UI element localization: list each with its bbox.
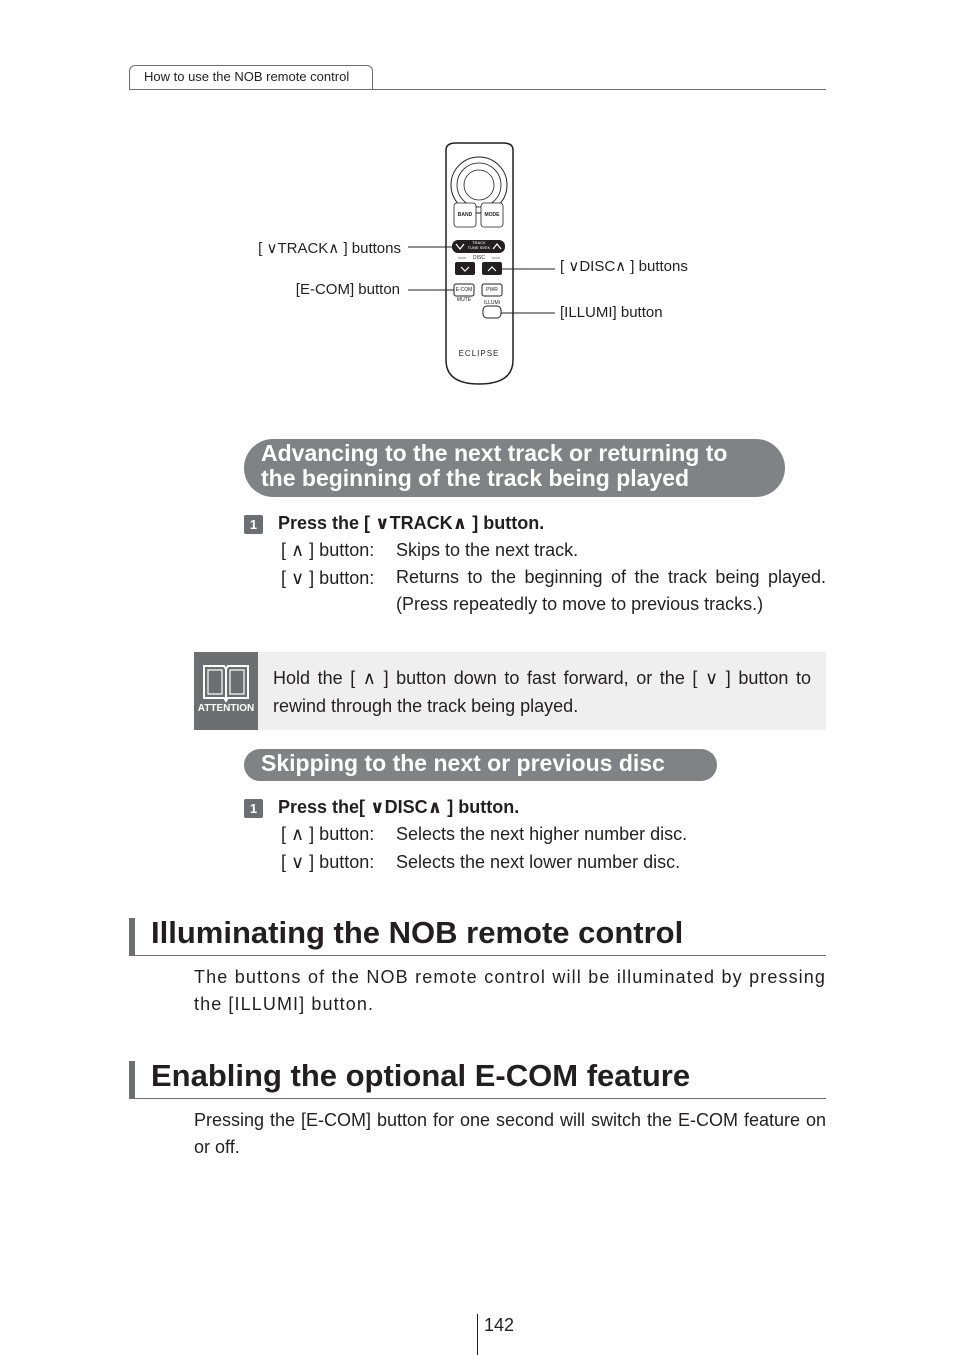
illumi-button-callout: [ILLUMI] button <box>560 304 663 321</box>
band-label: BAND <box>457 212 473 218</box>
disc-step-title: Press the[ ∨DISC∧ ] button. <box>278 797 520 817</box>
attention-text: Hold the [ ∧ ] button down to fast forward, or the [ ∨ ] button to rewind through the track being played. <box>273 668 811 716</box>
disc-section-heading: Skipping to the next or previous disc <box>244 749 717 781</box>
page-number-rule <box>477 1314 478 1355</box>
track-down-label: [ ∨ ] button: <box>281 568 375 588</box>
ecom-body: Pressing the [E-COM] button for one second will switch the E-COM feature on or off. <box>194 1110 826 1157</box>
disc-down-text: Selects the next lower number disc. <box>396 852 681 872</box>
ecom-label: E-COM <box>455 287 473 293</box>
header-tab: How to use the NOB remote control <box>129 65 373 89</box>
illumi-label: ILLUMI <box>483 300 501 306</box>
remote-illustration <box>0 0 954 400</box>
remote-figure <box>0 0 954 400</box>
mode-label: MODE <box>484 212 500 218</box>
disc-up-label: [ ∧ ] button: <box>281 824 375 844</box>
track-step-number: 1 <box>244 515 263 534</box>
disc-down-label: [ ∨ ] button: <box>281 852 375 872</box>
track-heading-line-2: the beginning of the track being played <box>261 465 690 491</box>
ecom-section-bar <box>129 1061 135 1098</box>
track-heading-line-1: Advancing to the next track or returning to <box>261 440 728 466</box>
page-number: 142 <box>484 1315 515 1335</box>
track-section-heading <box>244 439 785 497</box>
disc-label: DISC <box>466 255 492 261</box>
ecom-button-callout: [E-COM] button <box>295 281 400 298</box>
disc-buttons-callout: [ ∨DISC∧ ] buttons <box>560 258 688 275</box>
disc-step-number: 1 <box>244 799 263 818</box>
remote-knob <box>464 170 494 200</box>
track-buttons-callout: [ ∨TRACK∧ ] buttons <box>258 240 401 257</box>
track-up-label: [ ∧ ] button: <box>281 540 375 560</box>
illumi-key <box>483 306 501 318</box>
illuminate-section-bar <box>129 918 135 955</box>
disc-down-key <box>455 262 475 275</box>
remote-brand: ECLIPSE <box>458 349 500 358</box>
track-step-title: Press the [ ∨TRACK∧ ] button. <box>278 513 545 533</box>
mute-label: MUTE <box>456 297 472 303</box>
disc-up-text: Selects the next higher number disc. <box>396 824 688 844</box>
illuminate-section-title: Illuminating the NOB remote control <box>151 915 684 950</box>
ecom-section-title: Enabling the optional E-COM feature <box>151 1058 691 1093</box>
track-down-text: Returns to the beginning of the track being played. (Press repeatedly to move to previous tracks.) <box>396 567 826 614</box>
disc-up-key <box>482 262 502 275</box>
pwr-label: PWR <box>486 287 498 293</box>
track-tune-seek-label: TRACK TUNE SEEK <box>467 240 491 250</box>
book-icon <box>194 652 258 730</box>
ecom-section-rule <box>129 1098 826 1099</box>
illuminate-section-rule <box>129 955 826 956</box>
illuminate-body: The buttons of the NOB remote control will be illuminated by pressing the [ILLUMI] button. <box>194 967 826 1014</box>
attention-panel <box>194 652 258 730</box>
attention-label: ATTENTION <box>197 703 255 714</box>
track-up-text: Skips to the next track. <box>396 540 579 560</box>
